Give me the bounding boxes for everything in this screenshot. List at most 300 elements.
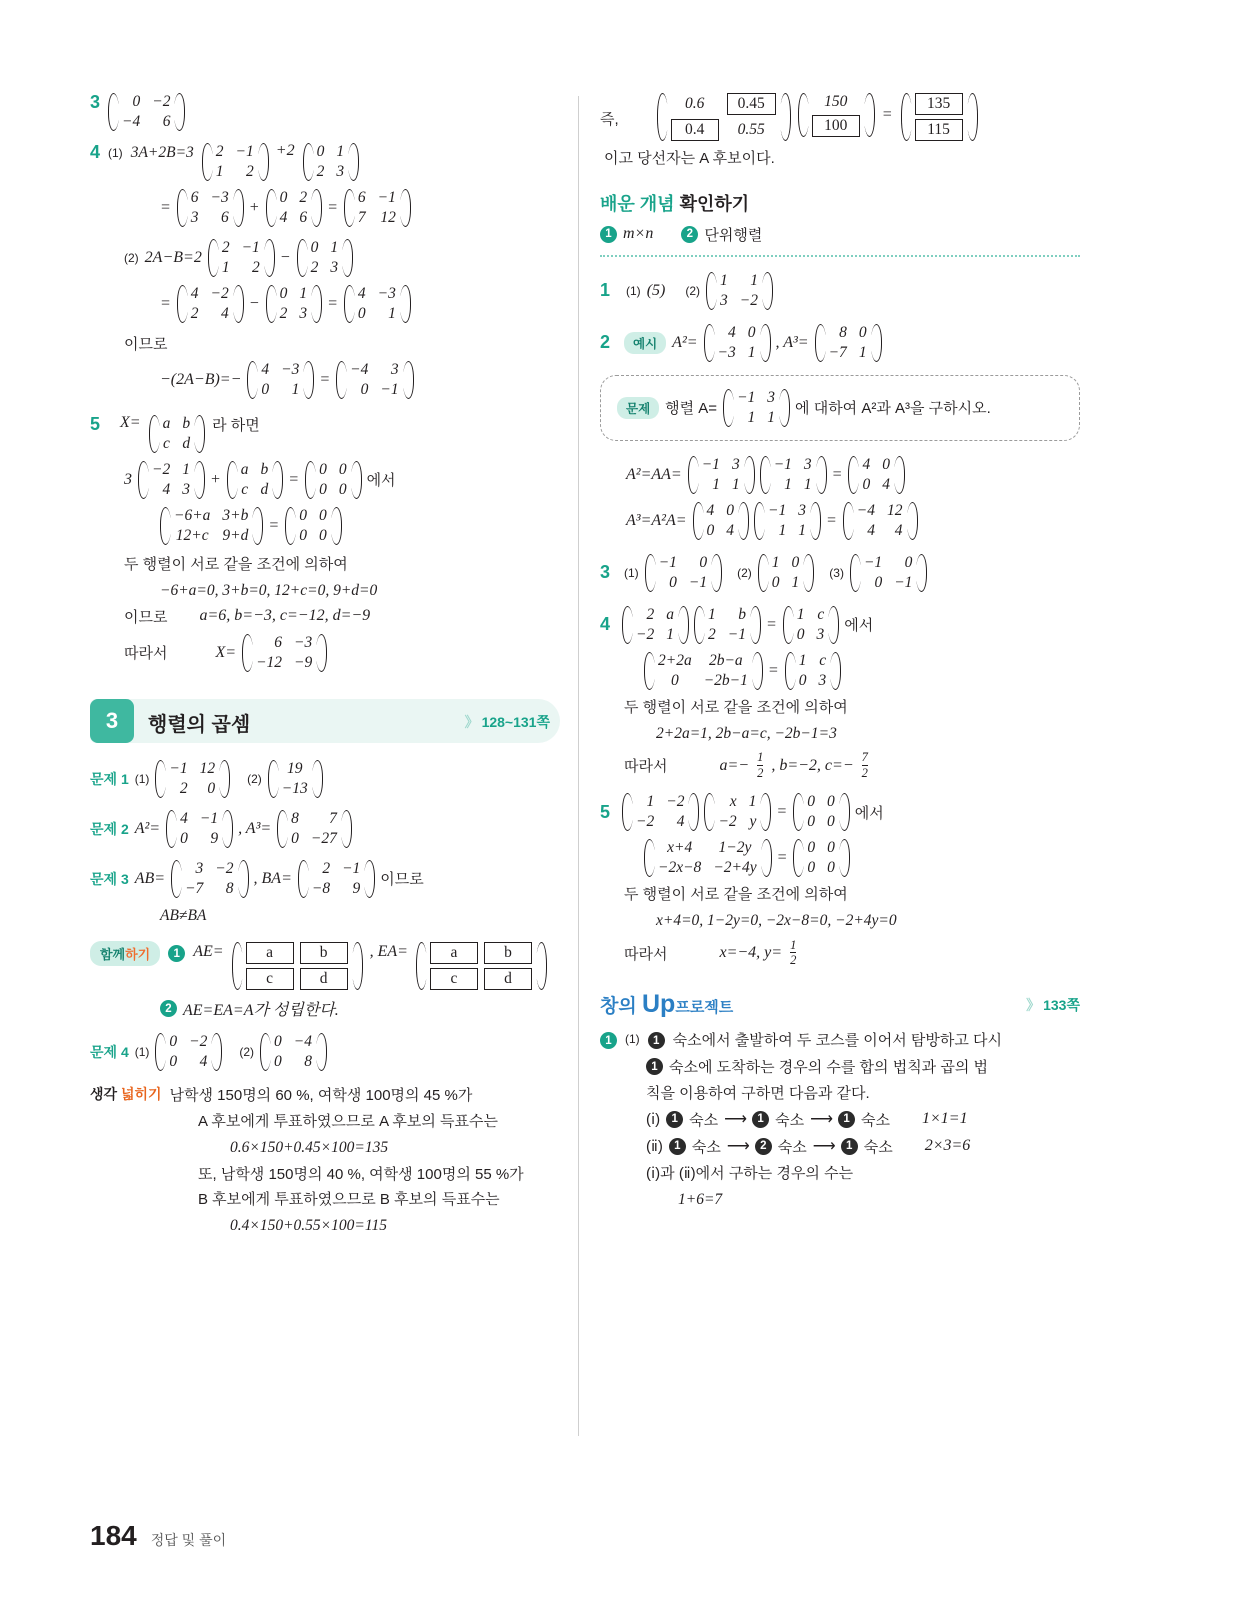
answer-item-r1 [600, 271, 1080, 311]
project-header [600, 990, 1080, 1019]
matrix-cell: 0.55 [737, 121, 765, 138]
operator: = [831, 465, 843, 483]
matrix [266, 188, 322, 228]
matrix-cell: 1 [712, 475, 720, 493]
matrix-cell: 0 [874, 573, 883, 591]
matrix-cell: −1 [235, 143, 254, 160]
matrix [622, 792, 698, 832]
expression: X= [215, 643, 237, 661]
matrix-cell: 8 [291, 809, 299, 827]
matrix-cell: 1 [796, 605, 805, 623]
text: 숙소 [691, 1138, 721, 1156]
matrix-cell-boxed: 115 [915, 119, 963, 141]
matrix-cell: b [300, 942, 348, 964]
matrix-cell: 4 [261, 360, 270, 378]
matrix-cell: 4 [190, 285, 199, 302]
matrix-cell: 3 [767, 388, 776, 406]
problem-3 [90, 859, 560, 899]
bullet-1-icon: 1 [168, 945, 185, 962]
matrix-cell: 1 [803, 475, 812, 493]
matrix-cell: 2 [316, 163, 325, 180]
value: (5) [646, 281, 666, 299]
item-number: 4 [600, 614, 611, 635]
problem-label: 문제 2 [90, 820, 129, 837]
item-number: 5 [600, 801, 611, 822]
matrix-cell: −3 [294, 633, 313, 651]
matrix-cell: 0 [807, 793, 815, 811]
answer-item-r4-step [644, 651, 1080, 691]
matrix-cell: 0 [791, 553, 800, 571]
matrix-cell: −4 [856, 501, 875, 519]
item-number: 2 [600, 332, 611, 353]
matrix-cell: −4 [293, 1033, 313, 1051]
chevrons-icon: 》 [464, 713, 477, 730]
calculation: 1×1=1 [922, 1110, 968, 1128]
section-number: 3 [90, 699, 134, 743]
matrix-cell: 12 [199, 759, 216, 777]
matrix [108, 92, 184, 132]
operator: + [209, 470, 221, 488]
matrix [277, 809, 351, 849]
matrix-cell: 0 [726, 501, 735, 519]
section-title: 행렬의 곱셈 [148, 713, 251, 736]
matrix [166, 809, 232, 849]
matrix-cell: 0 [858, 323, 867, 341]
operator: = [327, 295, 338, 312]
text: 즉, [600, 111, 619, 128]
matrix [202, 142, 268, 182]
matrix-cell: b [738, 605, 746, 623]
sub-label: (3) [829, 565, 844, 580]
matrix-cell: 4 [162, 480, 171, 498]
matrix-cell: −7 [828, 343, 847, 361]
matrix-cell: 1 [221, 259, 230, 276]
matrix [848, 455, 904, 495]
operator: = [776, 849, 788, 867]
matrix-cell: 2 [179, 779, 188, 797]
sub-label: (2) [124, 251, 139, 265]
matrix [160, 506, 262, 546]
project-case-1 [646, 1109, 1080, 1130]
matrix-cell: 12 [887, 501, 903, 519]
item-number: 4 [90, 142, 101, 162]
matrix-cell: −1 [169, 759, 188, 777]
matrix-cell: 1 [731, 475, 740, 493]
answer-item-5-eq [124, 460, 560, 500]
matrix-cell: 4 [279, 209, 288, 226]
bullet-2-icon: 2 [160, 1000, 177, 1017]
matrix-cell: 1 [791, 573, 800, 591]
matrix-cell: 0 [310, 239, 319, 256]
equations: x+4=0, 1−2y=0, −2x−8=0, −2+4y=0 [656, 912, 897, 930]
matrix [177, 188, 243, 228]
matrix-cell: −1 [701, 455, 720, 473]
matrix-cell: −3 [377, 285, 396, 302]
think-activity [90, 1084, 560, 1105]
right-column [600, 92, 1080, 1215]
matrix [260, 1032, 326, 1072]
matrix-cell: 0 [274, 1053, 282, 1071]
matrix-cell: 0 [318, 506, 327, 524]
matrix-cell: 0 [670, 671, 679, 689]
operator: = [776, 803, 788, 821]
text: 라 하면 [212, 416, 260, 434]
case-label: (ⅰ) [646, 1111, 661, 1129]
matrix-cell: −1 [894, 573, 913, 591]
matrix-cell: 3 [195, 859, 204, 877]
matrix-cell: 0 [279, 189, 288, 206]
matrix-cell: 0 [169, 1033, 178, 1051]
operator: = [160, 295, 171, 312]
project-case-2 [646, 1136, 1080, 1157]
matrix-cell-boxed: 135 [915, 93, 963, 115]
matrix-cell: 0 [826, 793, 835, 811]
matrix-cell: −3 [281, 360, 300, 378]
matrix [644, 651, 762, 691]
matrix-cell: 1 [771, 553, 780, 571]
matrix-cell: −1 [377, 189, 396, 206]
answer-item-5-eq2 [160, 506, 560, 546]
matrix [149, 414, 205, 454]
vote-matrix-equation [600, 92, 1080, 142]
matrix-cell: 0 [747, 323, 756, 341]
matrix-cell: −1 [727, 625, 746, 643]
matrix [266, 284, 322, 324]
matrix-cell: −1 [658, 553, 677, 571]
matrix-cell: 6 [357, 189, 366, 206]
expression: , EA= [369, 943, 408, 961]
calculation: 1+6=7 [678, 1190, 723, 1208]
matrix-cell: −3 [210, 189, 229, 206]
concept-items [600, 224, 1080, 245]
arrow-icon: ⟶ [726, 1138, 749, 1156]
work-line-1 [626, 455, 1080, 495]
expression: A³=A²A= [626, 511, 687, 529]
matrix [227, 460, 283, 500]
matrix-cell: −1 [737, 388, 756, 406]
matrix-cell: −1 [768, 501, 787, 519]
values-row [124, 606, 560, 627]
problem-badge: 문제 [617, 397, 659, 419]
item-number: 1 [600, 280, 611, 301]
matrix [344, 188, 410, 228]
matrix-cell: 7 [357, 209, 366, 226]
matrix-cell: 1 [299, 285, 308, 302]
matrix-cell: 0 [827, 859, 835, 877]
text-condition: 두 행렬이 서로 같을 조건에 의하여 [624, 698, 848, 716]
text: 숙소 [689, 1111, 719, 1129]
node-1-icon: 1 [666, 1111, 683, 1128]
matrix-cell: x [729, 793, 737, 811]
problem-1 [90, 759, 560, 799]
matrix-cell: b [182, 414, 191, 432]
node-1-icon: 1 [841, 1138, 858, 1155]
matrix-cell: b [484, 942, 532, 964]
matrix-cell: 6 [162, 113, 171, 130]
matrix-cell: 4 [728, 323, 736, 341]
text: 에서 [366, 472, 396, 490]
matrix [303, 142, 359, 182]
matrix-cell: −4 [350, 360, 369, 378]
problem-label: 문제 4 [90, 1044, 129, 1061]
answer-item-3 [90, 92, 560, 132]
matrix-cell: 9 [352, 879, 361, 897]
node-1-icon: 1 [648, 1032, 665, 1049]
matrix-cell: 1 [747, 343, 756, 361]
page-number: 184 [90, 1520, 137, 1551]
matrix-cell: −2 [718, 813, 737, 831]
matrix [336, 360, 412, 400]
matrix-cell: 4 [221, 305, 229, 322]
expression: , A³= [775, 333, 809, 351]
project-answer [600, 1029, 1080, 1050]
answer-item-4-negation [160, 360, 560, 400]
matrix-cell: 2 [221, 239, 230, 256]
matrix [171, 859, 247, 899]
matrix-cell: 0 [796, 625, 805, 643]
matrix-cell: 1 [330, 239, 339, 256]
answer-item-r5 [600, 792, 1080, 832]
matrix-cell: 4 [882, 475, 890, 493]
expression: , BA= [253, 869, 292, 887]
matrix-cell: 0 [807, 839, 816, 857]
matrix-cell: a [162, 414, 171, 432]
matrix-cell: 1 [750, 271, 758, 289]
answer-item-4-part2-step [160, 284, 560, 324]
together-item-2 [160, 997, 560, 1020]
matrix-cell: 0.6 [684, 95, 705, 112]
matrix-cell: 0 [319, 460, 327, 478]
column-divider [578, 96, 579, 1436]
matrix-cell: 0 [338, 480, 347, 498]
item-number: 3 [600, 562, 611, 583]
conclusion-text: 이고 당선자는 A 후보이다. [604, 150, 775, 167]
answer-item-r4 [600, 605, 1080, 645]
final-answer-r4 [624, 751, 1080, 781]
operator: = [881, 106, 893, 123]
section-header [90, 699, 560, 745]
matrix [760, 455, 826, 495]
matrix [622, 605, 688, 645]
matrix-cell: 1 [646, 793, 655, 811]
project-title: 창의 Up프로젝트 [600, 990, 734, 1019]
expression: A²= [672, 333, 698, 351]
matrix-cell: −2 [210, 285, 229, 302]
matrix [758, 553, 814, 593]
matrix-cell: 1 [798, 521, 806, 539]
arrow-icon: ⟶ [810, 1111, 833, 1129]
matrix-cell: 0 [827, 839, 835, 857]
text: 따라서 [624, 758, 668, 776]
matrix-cell: −2 [739, 291, 758, 309]
text: 에서 [854, 804, 884, 822]
matrix-cell: 1 [182, 460, 190, 478]
matrix-cell: 4 [726, 521, 735, 539]
matrix [155, 1032, 221, 1072]
matrix-cell: 3 [720, 291, 728, 309]
fraction: $\frac{1}{2}$ [790, 937, 797, 968]
matrix [247, 360, 313, 400]
think-label: 생각 넓히기 [90, 1086, 162, 1103]
paren-left [108, 92, 118, 132]
matrix-cell: 8 [839, 323, 847, 341]
matrix [843, 501, 917, 541]
problem-label: 문제 1 [90, 770, 129, 787]
matrix-cell: −1 [241, 239, 260, 256]
matrix-cell: 1 [215, 163, 224, 180]
matrix-cell: −2 [636, 625, 655, 643]
text: 남학생 150명의 60 %, 여학생 100명의 45 %가 [169, 1087, 473, 1105]
operator: 3 [124, 470, 132, 488]
values: a=6, b=−3, c=−12, d=−9 [199, 607, 371, 625]
bullet-1-icon: 1 [600, 226, 617, 243]
answer: x=−4, y= [719, 944, 783, 962]
matrix-cell: 7 [329, 809, 337, 827]
text: 숙소에서 출발하여 두 코스를 이어서 탐방하고 다시 [672, 1032, 1002, 1050]
matrix [242, 633, 326, 673]
together-badge: 함께하기 [90, 941, 160, 966]
bullet-1-icon: 1 [600, 1032, 617, 1049]
matrix-cell: −3 [717, 343, 736, 361]
matrix-cell: 4 [180, 809, 188, 827]
operator: = [288, 470, 300, 488]
paren-right [174, 92, 184, 132]
matrix-cell: 0 [318, 526, 327, 544]
matrix-cell: 0 [669, 573, 677, 591]
matrix [793, 792, 849, 832]
matrix-cell: 0 [279, 285, 288, 302]
matrix [815, 323, 881, 363]
matrix [723, 388, 789, 428]
matrix-cell: 0 [169, 1053, 178, 1071]
matrix-cell: −6+a [174, 506, 211, 524]
matrix-cell: 4 [894, 521, 903, 539]
matrix-cell: −1 [863, 553, 883, 571]
problem-2 [90, 809, 560, 849]
bullet-2-icon: 2 [681, 226, 698, 243]
matrix [793, 838, 849, 878]
operator: − [279, 249, 291, 266]
matrix-cell: a [246, 942, 294, 964]
text-imuro: 이므로 [124, 336, 168, 353]
problem-4 [90, 1032, 560, 1072]
matrix-cell: 2+2a [658, 651, 692, 669]
matrix-cell: 0 [274, 1033, 282, 1051]
operator: = [160, 199, 171, 216]
matrix-cell: a [666, 605, 674, 623]
matrix [694, 605, 760, 645]
matrix-cell: 1 [784, 475, 792, 493]
matrix-cell: 0 [771, 573, 780, 591]
text: 숙소에 도착하는 경우의 수를 합의 법칙과 곱의 법 [669, 1059, 988, 1077]
matrix-cell: c [246, 968, 294, 990]
matrix [298, 859, 374, 899]
matrix-cell: 2 [246, 163, 254, 180]
matrix-cell: 3 [330, 259, 339, 276]
matrix-cell: −4 [122, 113, 141, 130]
matrix-cell: 2 [215, 143, 224, 160]
text: 이므로 [380, 871, 424, 889]
sub-label: (2) [239, 1045, 255, 1060]
node-1-icon: 1 [669, 1138, 686, 1155]
matrix [644, 838, 771, 878]
matrix-cell: 0 [807, 813, 815, 831]
matrix-cell: −13 [281, 779, 308, 797]
expression: AE= [193, 943, 224, 961]
matrix-cell: −1 [688, 573, 708, 591]
equations: 2+2a=1, 2b−a=c, −2b−1=3 [656, 724, 837, 742]
matrix-cell: 4 [199, 1053, 208, 1071]
matrix-boxed [416, 941, 546, 991]
matrix-cell: 3 [190, 209, 199, 226]
matrix [138, 460, 204, 500]
matrix [783, 605, 839, 645]
matrix-cell: 1 [747, 408, 756, 426]
node-1-icon: 1 [752, 1111, 769, 1128]
text: 숙소 [863, 1138, 893, 1156]
matrix-cell: 2 [310, 259, 319, 276]
expression: , A³= [238, 819, 272, 837]
answer: , b=−2, c=− [771, 756, 854, 774]
matrix-cell: −2 [636, 813, 655, 831]
work-line-2 [626, 501, 1080, 541]
matrix-cell: 3 [299, 305, 308, 322]
matrix-cell: d [300, 968, 348, 990]
matrix-boxed [798, 92, 874, 138]
sub-label: (1) [625, 1032, 640, 1047]
matrix-cell-boxed: 100 [812, 115, 860, 137]
matrix-cell: 12+c [175, 526, 209, 544]
matrix-cell: c [817, 605, 825, 623]
text: 이므로 [124, 608, 168, 626]
matrix-cell: a [430, 942, 478, 964]
text: (ⅰ)과 (ⅱ)에서 구하는 경우의 수는 [646, 1164, 854, 1182]
sub-label: (1) [624, 565, 639, 580]
sub-label: (1) [626, 283, 641, 298]
matrix-cell: 0 [882, 455, 890, 473]
matrix [305, 460, 361, 500]
final-answer-r5 [624, 939, 1080, 969]
matrix-cell: 0 [798, 671, 807, 689]
operator: + [248, 199, 260, 216]
matrix-cell: 0 [207, 779, 216, 797]
matrix-cell: −2 [152, 93, 171, 110]
matrix-cell: 1 [707, 605, 716, 623]
matrix-cell: 1 [388, 305, 396, 322]
matrix-cell: 0 [706, 521, 715, 539]
matrix-cell: 0 [132, 93, 141, 110]
text: 칙을 이용하여 구하면 다음과 같다. [646, 1085, 870, 1103]
matrix-cell: 0 [826, 813, 835, 831]
text: 숙소 [777, 1138, 807, 1156]
answer-item-r2 [600, 323, 1080, 363]
matrix-cell: 3 [336, 163, 345, 180]
matrix-cell: 4 [357, 285, 366, 302]
problem-label: 문제 3 [90, 870, 129, 887]
matrix-cell: d [260, 480, 269, 498]
matrix-cell: 3 [390, 360, 399, 378]
text-condition: 두 행렬이 서로 같을 조건에 의하여 [624, 886, 848, 904]
text: 에서 [844, 617, 874, 635]
matrix-cell: 0 [261, 380, 270, 398]
matrix [704, 323, 770, 363]
matrix-cell: c [163, 434, 170, 452]
sub-label: (1) [134, 771, 150, 786]
matrix-cell: 1 [748, 793, 757, 811]
matrix-cell: 3 [798, 501, 806, 519]
matrix-cell: −2+4y [713, 859, 757, 877]
result: AB≠BA [160, 906, 207, 924]
